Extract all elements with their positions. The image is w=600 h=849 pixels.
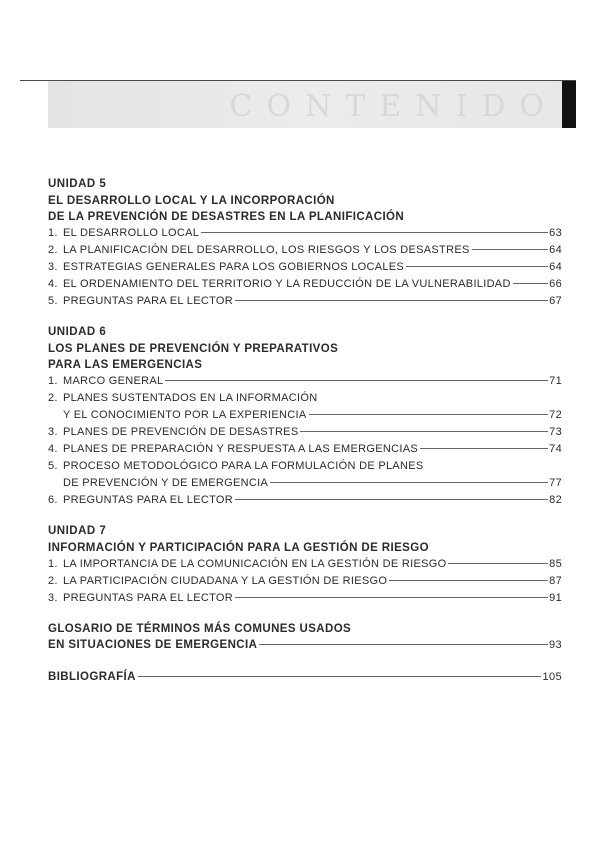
- toc-entry[interactable]: [48, 390, 562, 424]
- dot-leader: [235, 597, 548, 598]
- entry-number: 4.: [48, 278, 58, 290]
- contents-header-band: [48, 80, 576, 128]
- toc-entry[interactable]: [48, 373, 562, 390]
- entry-text: EL DESARROLLO LOCAL: [63, 227, 200, 239]
- entry-text: LA PLANIFICACIÓN DEL DESARROLLO, LOS RIESGOS Y LOS DESASTRES: [63, 244, 470, 256]
- entry-number: 2.: [48, 244, 58, 256]
- page-number: 93: [548, 639, 562, 651]
- toc-entry-line: [48, 441, 562, 458]
- dot-leader: [165, 380, 548, 381]
- toc-entry-line: [48, 276, 562, 293]
- toc-entry[interactable]: [48, 424, 562, 441]
- entry-number: 4.: [48, 443, 58, 455]
- entry-text: PREGUNTAS PARA EL LECTOR: [63, 295, 234, 307]
- entry-text: Y EL CONOCIMIENTO POR LA EXPERIENCIA: [63, 409, 307, 421]
- page-number: 67: [549, 295, 562, 307]
- page-number: 71: [549, 375, 562, 387]
- toc-entry[interactable]: [48, 458, 562, 492]
- entry-number: 5.: [48, 295, 58, 307]
- page-number: 63: [549, 227, 562, 239]
- toc-entry-line: [48, 373, 562, 390]
- entry-number: 3.: [48, 426, 58, 438]
- dot-leader: [389, 580, 548, 581]
- page-number: 73: [549, 426, 562, 438]
- entry-number: 1.: [48, 227, 58, 239]
- toc-entry[interactable]: [48, 225, 562, 242]
- glossary-line: [48, 621, 562, 637]
- entry-number: 3.: [48, 592, 58, 604]
- dot-leader: [235, 499, 548, 500]
- toc-entry[interactable]: [48, 259, 562, 276]
- page-number: 77: [549, 477, 562, 489]
- toc-entry[interactable]: [48, 441, 562, 458]
- dot-leader: [513, 283, 548, 284]
- dot-leader: [300, 431, 548, 432]
- entry-number: 2.: [48, 575, 58, 587]
- entry-number: 1.: [48, 558, 58, 570]
- dot-leader: [420, 448, 548, 449]
- glossary-text: EN SITUACIONES DE EMERGENCIA: [48, 639, 258, 651]
- unit-title: PARA LAS EMERGENCIAS: [48, 359, 203, 371]
- entry-text: LA IMPORTANCIA DE LA COMUNICACIÓN EN LA GESTIÓN DE RIESGO: [63, 558, 447, 570]
- toc-entry-line: [48, 590, 562, 607]
- dot-leader: [259, 644, 548, 645]
- entry-text: PLANES DE PREVENCIÓN DE DESASTRES: [63, 426, 299, 438]
- dot-leader: [406, 266, 548, 267]
- unit-title: DE LA PREVENCIÓN DE DESASTRES EN LA PLANIFICACIÓN: [48, 211, 405, 223]
- toc-entry[interactable]: [48, 492, 562, 509]
- bibliography-label: BIBLIOGRAFÍA: [48, 671, 136, 683]
- entry-text: PREGUNTAS PARA EL LECTOR: [63, 592, 234, 604]
- dot-leader: [235, 300, 548, 301]
- toc-entry-line: [48, 407, 562, 424]
- page-number: 64: [549, 261, 562, 273]
- toc-entry-line: [48, 556, 562, 573]
- entry-text: DE PREVENCIÓN Y DE EMERGENCIA: [63, 477, 269, 489]
- dot-leader: [270, 482, 548, 483]
- toc-entry[interactable]: [48, 276, 562, 293]
- toc-entry[interactable]: [48, 293, 562, 310]
- page-number: 85: [549, 558, 562, 570]
- page-number: 82: [549, 494, 562, 506]
- entry-text: PROCESO METODOLÓGICO PARA LA FORMULACIÓN DE PLANES: [63, 460, 424, 472]
- dot-leader: [201, 232, 548, 233]
- entry-text: ESTRATEGIAS GENERALES PARA LOS GOBIERNOS LOCALES: [63, 261, 405, 273]
- toc-entry-line: [48, 424, 562, 441]
- toc-entry-line: [48, 475, 562, 492]
- unit-title: EL DESARROLLO LOCAL Y LA INCORPORACIÓN: [48, 195, 335, 207]
- page-number: 105: [542, 671, 562, 683]
- page-number: 87: [549, 575, 562, 587]
- toc-entry-line: [48, 390, 562, 407]
- glossary-entry[interactable]: [48, 621, 562, 653]
- page-number: 64: [549, 244, 562, 256]
- unit-label: UNIDAD 7: [48, 525, 107, 537]
- entry-text: EL ORDENAMIENTO DEL TERRITORIO Y LA REDUCCIÓN DE LA VULNERABILIDAD: [63, 278, 511, 290]
- glossary-text: GLOSARIO DE TÉRMINOS MÁS COMUNES USADOS: [48, 623, 352, 635]
- entry-text: PLANES SUSTENTADOS EN LA INFORMACIÓN: [63, 392, 318, 404]
- entry-text: PLANES DE PREPARACIÓN Y RESPUESTA A LAS EMERGENCIAS: [63, 443, 418, 455]
- table-of-contents: [48, 176, 562, 685]
- toc-unit: [48, 324, 562, 509]
- toc-entry-line: [48, 293, 562, 310]
- toc-entry-line: [48, 259, 562, 276]
- page-number: 91: [549, 592, 562, 604]
- dot-leader: [309, 414, 549, 415]
- unit-title: INFORMACIÓN Y PARTICIPACIÓN PARA LA GESTIÓN DE RIESGO: [48, 542, 429, 554]
- bibliography-entry[interactable]: [48, 669, 562, 685]
- toc-entry-line: [48, 573, 562, 590]
- toc-entry-line: [48, 492, 562, 509]
- unit-label: UNIDAD 5: [48, 178, 107, 190]
- toc-entry[interactable]: [48, 556, 562, 573]
- entry-text: PREGUNTAS PARA EL LECTOR: [63, 494, 234, 506]
- toc-unit: [48, 176, 562, 310]
- toc-entry-line: [48, 458, 562, 475]
- toc-unit: [48, 523, 562, 607]
- toc-entry-line: [48, 242, 562, 259]
- glossary-line: [48, 637, 562, 653]
- unit-label: UNIDAD 6: [48, 326, 107, 338]
- header-black-tab: [562, 81, 576, 128]
- entry-text: MARCO GENERAL: [63, 375, 164, 387]
- toc-entry[interactable]: [48, 242, 562, 259]
- page-number: 66: [549, 278, 562, 290]
- entry-number: 1.: [48, 375, 58, 387]
- entry-number: 2.: [48, 392, 58, 404]
- toc-entry-line: [48, 225, 562, 242]
- dot-leader: [448, 563, 548, 564]
- entry-text: LA PARTICIPACIÓN CIUDADANA Y LA GESTIÓN DE RIESGO: [63, 575, 388, 587]
- page-number: 72: [549, 409, 562, 421]
- header-rule: [20, 80, 50, 81]
- contents-watermark: CONTENIDO: [229, 89, 558, 124]
- dot-leader: [138, 676, 542, 677]
- unit-title: LOS PLANES DE PREVENCIÓN Y PREPARATIVOS: [48, 343, 339, 355]
- page-number: 74: [549, 443, 562, 455]
- dot-leader: [472, 249, 549, 250]
- toc-entry[interactable]: [48, 573, 562, 590]
- entry-number: 5.: [48, 460, 58, 472]
- toc-entry[interactable]: [48, 590, 562, 607]
- entry-number: 6.: [48, 494, 58, 506]
- entry-number: 3.: [48, 261, 58, 273]
